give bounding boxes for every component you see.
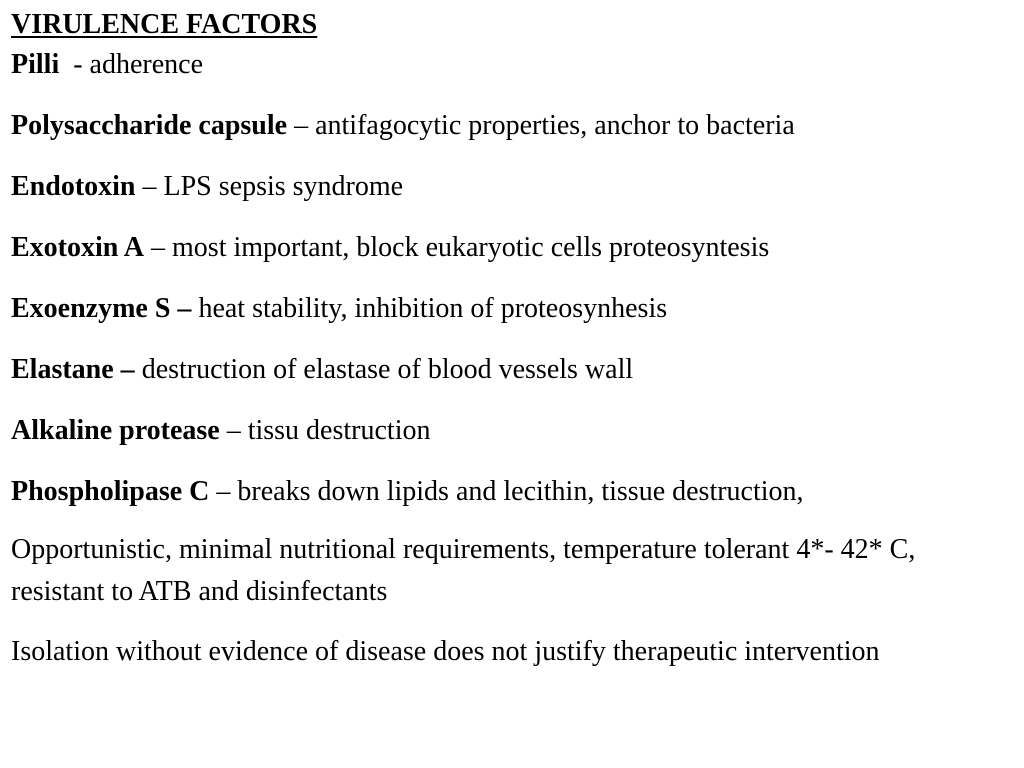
note-isolation: Isolation without evidence of disease does not justify therapeutic intervention — [11, 636, 880, 667]
factor-term: Alkaline protease — [11, 415, 220, 446]
factor-description: heat stability, inhibition of proteosynhesis — [191, 293, 668, 324]
factor-term: Endotoxin — [11, 171, 136, 202]
factor-item-alkaline-protease — [11, 414, 1011, 448]
factor-description: – breaks down lipids and lecithin, tissue destruction, — [209, 476, 804, 507]
factor-item-endotoxin — [11, 170, 1011, 204]
factor-description: – antifagocytic properties, anchor to bacteria — [287, 110, 795, 141]
factor-term: Pilli — [11, 49, 60, 80]
factor-description: – most important, block eukaryotic cells proteosyntesis — [144, 232, 770, 263]
factor-term: Exotoxin A — [11, 232, 145, 263]
slide-title: VIRULENCE FACTORS — [11, 9, 318, 40]
factor-description: – LPS sepsis syndrome — [135, 171, 404, 202]
factor-item-pilli — [11, 48, 1011, 82]
factor-item-exotoxin-a — [11, 231, 1011, 265]
factor-description: - adherence — [59, 49, 204, 80]
factor-item-elastane — [11, 353, 1011, 387]
slide-content — [11, 8, 1011, 673]
factor-item-polysaccharide-capsule — [11, 109, 1011, 143]
note-opportunistic: Opportunistic, minimal nutritional requirements, temperature tolerant 4*- 42* C, resistant to ATB and disinfectants — [11, 534, 916, 607]
factor-description: – tissu destruction — [219, 415, 431, 446]
factor-term: Elastane – — [11, 354, 135, 385]
factor-term: Polysaccharide capsule — [11, 110, 288, 141]
factor-description: destruction of elastase of blood vessels wall — [134, 354, 634, 385]
factor-item-phospholipase-c — [11, 475, 1011, 509]
factor-item-exoenzyme-s — [11, 292, 1011, 326]
factor-term: Exoenzyme S – — [11, 293, 192, 324]
factor-term: Phospholipase C — [11, 476, 210, 507]
